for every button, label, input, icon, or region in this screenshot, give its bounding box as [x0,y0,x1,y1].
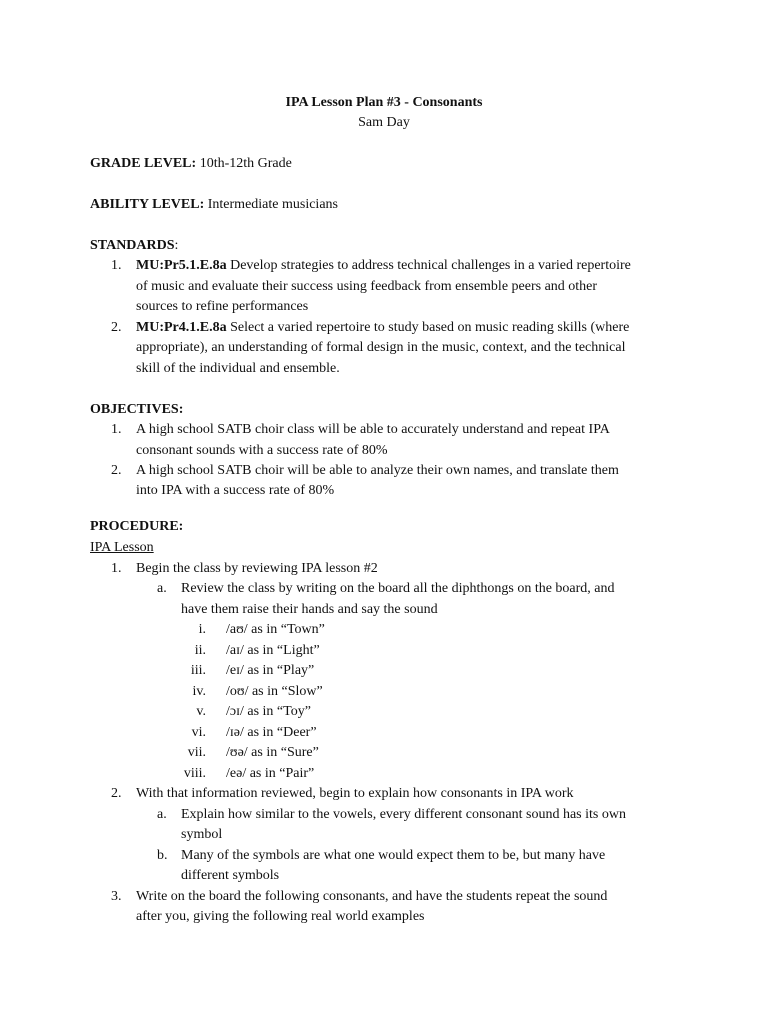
ability-level-label: ABILITY LEVEL: [90,197,205,212]
document-author: Sam Day [358,115,410,130]
standards-heading: STANDARDS: [90,238,179,253]
diphthong-item: /oʊ/ as in “Slow” [226,684,323,699]
grade-level-label: GRADE LEVEL: [90,156,197,171]
diphthong-item: /ɪə/ as in “Deer” [226,725,317,740]
document-page: IPA Lesson Plan #3 - Consonants Sam Day GRADE LEVEL: 10th-12th Grade ABILITY LEVEL: Intermediate musicians STANDARDS: 1. MU:Pr5.1.E.8a Develop strategies to address technical challenges in a varied repertoire of music and evaluate their success using feedback from ensemble peers and other sources to refine performances 2. MU:Pr4.1.E.8a Select a varied repertoire to study based on music reading skills (where appropriate), an understanding of formal design in the music, context, and the technical skill of the individual and ensemble. OBJECTIVES: 1. A high school SATB choir class will be able to accurately understand and repeat IPA consonant sounds with a success rate of 80% 2. A high school SATB choir will be able to analyze their own names, and translate them into IPA with a success rate of 80% PROCEDURE: IPA Lesson 1. Begin the class by reviewing IPA lesson #2 a. Review the class by writing on the board all the diphthongs on the board, and have them raise their hands and say the sound i. /aʊ/ as in “Town” ii. /aɪ/ as in “Light” iii. /eɪ/ as in “Play” iv. /oʊ/ as in “Slow” v. /ɔɪ/ as in “Toy” vi. /ɪə/ as in “Deer” vii. /ʊə/ as in “Sure” viii. /eə/ as in “Pair” 2. With that information reviewed, begin to explain how consonants in IPA work a. Explain how similar to the vowels, every different consonant sound has its own symbol b. Many of the symbols are what one would expect them to be, but many have different symbols 3. Write on the board the following consonants, and have the students repeat the sound after you, giving the following real world examples [0,0,768,1024]
ability-level-line [90,195,338,216]
diphthong-item: /aʊ/ as in “Town” [226,622,325,637]
procedure-section-title: IPA Lesson [90,540,154,555]
document-title: IPA Lesson Plan #3 - Consonants [285,95,483,110]
standard-code: MU:Pr4.1.E.8a [136,320,227,335]
ability-level-value: Intermediate musicians [207,197,338,212]
diphthong-item: /ɔɪ/ as in “Toy” [226,704,311,719]
procedure-heading: PROCEDURE: [90,519,184,534]
diphthong-item: /eɪ/ as in “Play” [226,663,315,678]
grade-level-value: 10th-12th Grade [199,156,292,171]
diphthong-item: /eə/ as in “Pair” [226,766,315,781]
objectives-heading: OBJECTIVES: [90,402,184,417]
grade-level-line [90,154,292,175]
standard-code: MU:Pr5.1.E.8a [136,258,227,273]
diphthong-item: /aɪ/ as in “Light” [226,643,320,658]
diphthong-item: /ʊə/ as in “Sure” [226,745,319,760]
